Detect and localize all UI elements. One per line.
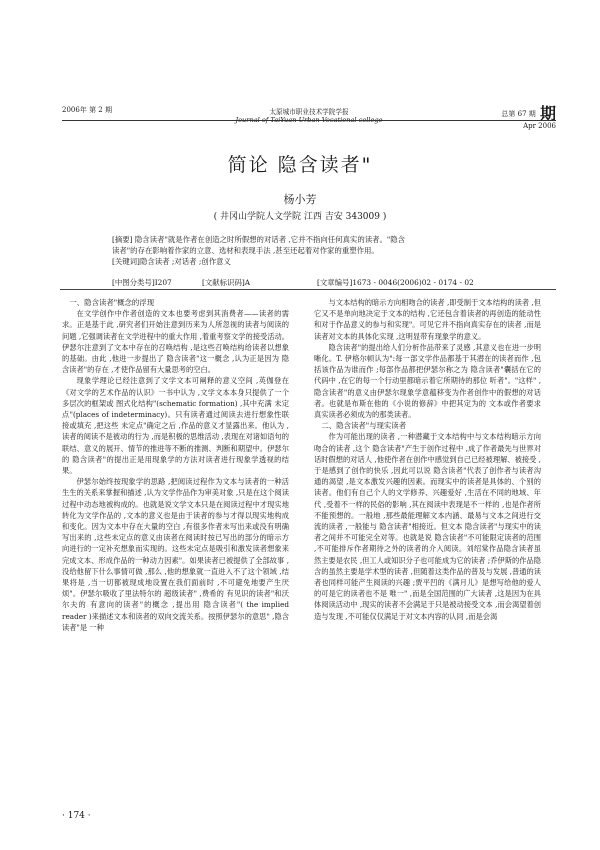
header-total-issue: 总第 67 期 <box>501 110 536 118</box>
meta-rule <box>60 289 556 290</box>
journal-name-en: Journal of TaiYuan Urban Vocational college <box>235 116 383 124</box>
author-affiliation: ( 井冈山学院人文学院 江西 吉安 343009 ) <box>213 212 387 222</box>
body-paragraph: 隐含读者"的提出给人们分析作品带来了灵感 ,其意义也在进一步明晰化。T. 伊格尔顿认为":每一部文学作品都基于其潜在的读者而作 ,包括该作品为谁而作 ;每部作品都把伊瑟尔称之为 隐含读者"囊括在它的代码中 ,在它的每一个行动里都暗示着它所期待的那位 听者"。"这样" ,隐含读者"的意义由伊瑟尔现象学意蕴移变为作者创作中的假想的对话者。也就是布斯在他的《小说的修辞》中把其定为的 文本或作者要求真实读者必须成为的那类读者。 <box>314 342 541 420</box>
abstract-block <box>112 234 500 267</box>
section-heading: 二、隐含读者"与现实读者 <box>321 421 407 431</box>
body-column-right <box>314 297 541 622</box>
body-column-left <box>62 297 289 633</box>
body-paragraph: 伊瑟尔始终按现象学的思路 ,把阅读过程作为文本与读者的一种活生生的关系来掌握和描述 ,认为文学作品作为审美对象 ,只是在这个阅读过程中动态地被构成的。也就是说文学文本只是在阅读过程中才现实地转化为文学作品的 ,文本的意义也是由于读者的参与才得以现实地构成和变化。因为文本中存在大量的空白 ,有很多作者未写出来或没有明确写出来的 ,这些未定点的意义由读者在阅读时按已写出的部分的暗示方向进行的一定补充想象而实现的。这些未定点是吸引和激发读者想象来完成文本、形成作品的一种动力因素"。如果读者已被提供了全部故事 ,没给他留下什么事情可做 ,那么 ,他的想象就一直进入不了这个领域 ,结果将是 ,当一切都被现成地设置在我们面前时 ,不可避免地要产生厌烦"。伊瑟尔吸收了里法特尔的 超级读者" ,费希的 有见识的读者"和沃尔夫的 有意向的读者"的概念 ,提出用 隐含读者"( the implied reader )来描述文本和读者的双向交流关系。按照伊瑟尔的意思" ,隐含读者"是 一种 <box>62 477 289 632</box>
header-rule <box>62 120 556 121</box>
journal-name-cn: 太原城市职业技术学院学报 <box>269 108 349 116</box>
body-paragraph: 在文学创作中作者创造的文本也要考虑到其消费者——读者的需求。正是基于此 ,研究者们开始注意到历来为人所忽视的读者与阅读的问题 ,它强调读者在文学进程中的重大作用 ,着重考察文学的接受活动。伊瑟尔注意到了文本中存在的召唤结构 ,是这些召唤结构给读者以想象的基础。由此 ,他进一步提出了 隐含读者"这一概念 ,认为正是因为 隐含读者"的存在 ,才使作品留有大量思考的空白。 <box>62 309 289 375</box>
body-paragraph: 与文本结构的暗示方向相吻合的读者 ,即受制于文本结构的读者 ,但它又不是单向地决定于文本的结构 ,它还包含着读者的再创造的能动性和对于作品意义的参与和实现"。可见它并不指向真实存在的读者 ,而是读者对文本的具体化实现 ,这明显带有现象学的意义。 <box>314 298 541 341</box>
article-title: 简论 隐含读者" <box>227 154 373 176</box>
abstract-line-1: [摘要] 隐含读者"就是作者在创造之时所假想的对话者 ,它并不指向任何真实的读者。"隐含 <box>112 235 406 244</box>
header-issue-char: 期 <box>539 104 556 123</box>
body-paragraph: 作为可能出现的读者 ,一种潜藏于文本结构中与文本结构暗示方向吻合的读者 ,这个 隐含读者"产生于创作过程中 ,成了作者最先与世界对话时假想的对话人 ,他使作者在创作中感觉到自己已经被理解、被接受 ,于是感到了创作的快乐 ,因此可以说 隐含读者"代表了创作者与读者沟通的渴望 ,是文本激发兴趣的因素。而现实中的读者是具体的、个别的读者。他们有自己个人的文学修养、兴趣爱好 ,生活在不同的地域、年代 ,受着不一样的民俗的影响 ,其在阅读中表现是不一样的 ,也是作者所不能预想的。一般地 ,那些最能理解文本内涵、最易与文本之间进行交流的读者 ,一般能与 隐含读者"相接近。但文本 隐含读者"与现实中的读者之间并不可能完全对等。也就是说 隐含读者"不可能限定读者的范围 ,不可能排斥作者期待之外的读者的介入阅读。刘绍棠作品隐含读者虽然主要是农民 ,但工人或知识分子也可能成为它的读者 ;乔伊斯的作品隐含的虽然主要是学术型的读者 ,但随着这类作品的普及与发展 ,普通的读者也同样可能产生阅读的兴趣 ;贾平凹的《满月儿》是想写给他的爱人的可是它的读者也不是 唯一" ,而是全国范围的广大读者 ,这是因为在具体阅读活动中 ,现实的读者不会满足于只是被动接受文本 ,而会渴望着创造与发现 ,不可能仅仅满足于对文本内容的认同 ,而是会渴 <box>314 432 541 621</box>
body-paragraph: 现象学理论已经注意到了文学文本可阐释的意义空间 ,英伽登在《对文学的艺术作品的认识》一书中认为 ,文学文本本身只提供了一个多层次的框架或 图式化结构"(schematic formation) ,其中充满 未定点"(places of indeterminacy)。只有读者通过阅读去进行想象性联接或填充 ,把这些 未定点"确定之后 ,作品的意义才显露出来。他认为 ,读者的阅读不是被动的行为 ,而是积极的思维活动 ,表现在对诸如语句的联结、意义的展开、情节的推进等不断的推测、判断和期望中。伊瑟尔的 隐含读者"的提出正是用现象学的方法对读者进行现象学透视的结果。 <box>62 376 289 476</box>
document-code: [文献标识码]A <box>202 278 251 287</box>
clc-number: [中图分类号]I207 <box>112 278 172 287</box>
abstract-line-2: 读者"的存在影响着作家的立意、选材和表现手法 ,甚至还起着对作家的重塑作用。 <box>112 246 379 255</box>
header-issue-left <box>62 106 112 115</box>
header-year: 2006年 <box>62 106 87 114</box>
article-number: [文章编号]1673 - 0046(2006)02 - 0174 - 02 <box>317 278 474 287</box>
page-number: · 174 · <box>62 811 91 821</box>
header-issue-unit: 期 <box>104 106 112 114</box>
header-issue-label: 第 2 <box>89 106 103 114</box>
header-date: Apr 2006 <box>523 122 556 130</box>
section-heading: 一、隐含读者"概念的浮现 <box>69 298 155 307</box>
keywords: [关键词]隐含读者 ;对话者 ;创作意义 <box>112 257 231 266</box>
author-name: 杨小芳 <box>283 193 317 206</box>
header-issue-right <box>501 106 556 131</box>
running-header <box>62 104 556 134</box>
header-journal <box>192 108 426 124</box>
